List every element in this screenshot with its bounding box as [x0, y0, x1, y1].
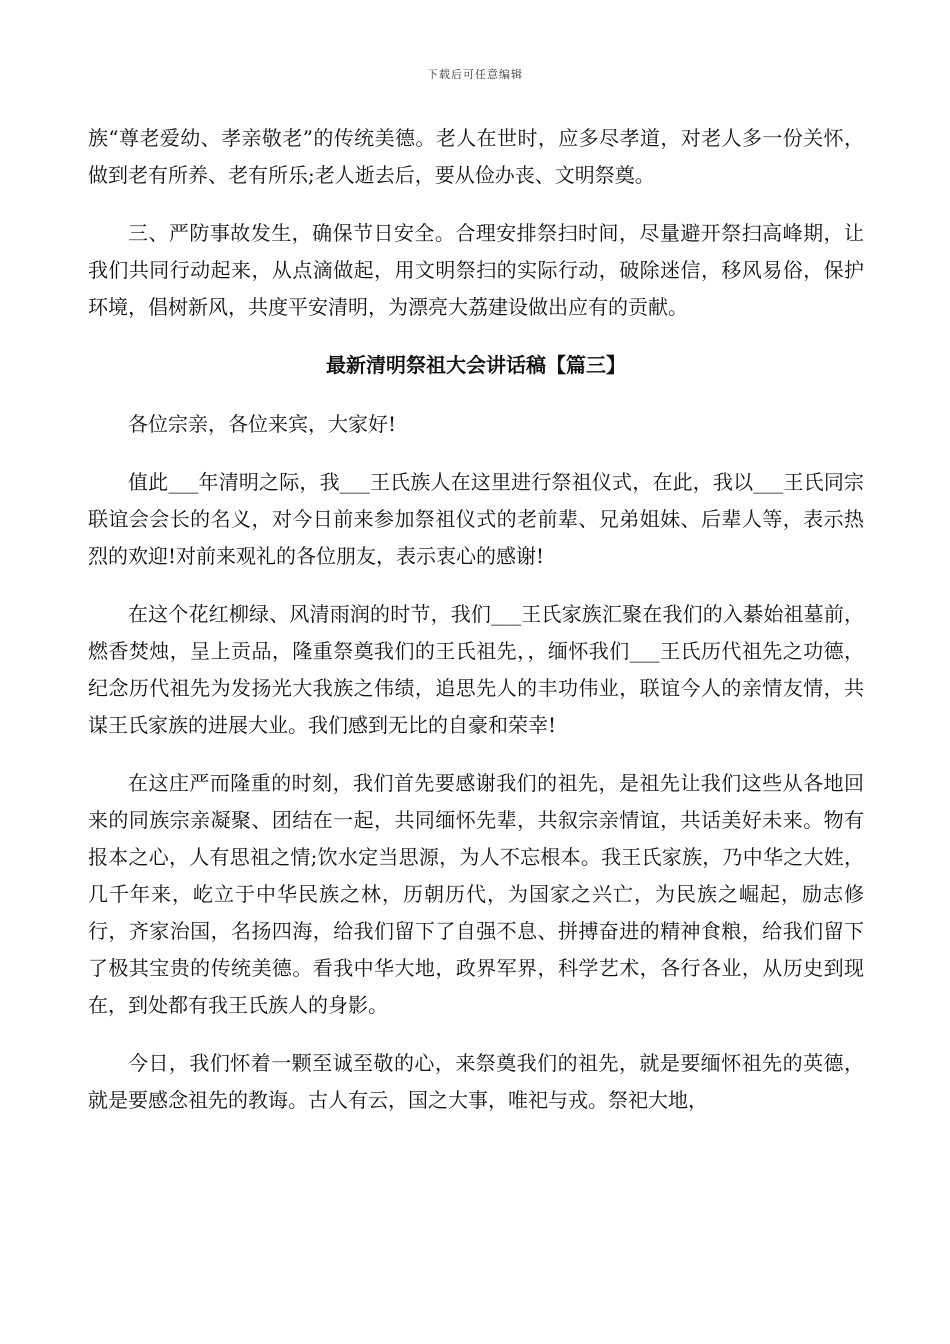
paragraph-greeting: 各位宗亲，各位来宾，大家好! — [128, 412, 397, 436]
paragraph-continued: 族“尊老爱幼、孝亲敬老”的传统美德。老人在世时，应多尽孝道，对老人多一份关怀，做到老有所养、老有所乐;老人逝去后，要从俭办丧、文明祭奠。 — [88, 126, 864, 187]
paragraph-gratitude: 在这庄严而隆重的时刻，我们首先要感谢我们的祖先，是祖先让我们这些从各地回来的同族宗亲凝聚、团结在一起，共同缅怀先辈，共叙宗亲情谊，共话美好未来。物有报本之心，人有思祖之情;饮水定当思源，为人不忘根本。我王氏家族，乃中华之大姓，几千年来，屹立于中华民族之林，历朝历代，为国家之兴亡，为民族之崛起，励志修行，齐家治国，名扬四海，给我们留下了自强不息、拼搏奋进的精神食粮，给我们留下了极其宝贵的传统美德。看我中华大地，政界军界，科学艺术，各行各业，从历史到现在，到处都有我王氏族人的身影。 — [88, 771, 864, 1017]
paragraph-welcome: 值此___年清明之际，我___王氏族人在这里进行祭祖仪式，在此，我以___王氏同宗联谊会会长的名义，对今日前来参加祭祖仪式的老前辈、兄弟姐妹、后辈人等，表示热烈的欢迎!对前来观礼的各位朋友，表示衷心的感谢! — [88, 470, 864, 568]
section-title: 最新清明祭祖大会讲话稿【篇三】 — [326, 353, 626, 377]
paragraph-today: 今日，我们怀着一颗至诚至敬的心，来祭奠我们的祖先，就是要缅怀祖先的英德，就是要感念祖先的教诲。古人有云，国之大事，唯祀与戎。祭祀大地， — [88, 1051, 864, 1112]
page-header-note: 下载后可任意编辑 — [427, 68, 523, 81]
document-body — [88, 120, 864, 1140]
paragraph-gathering: 在这个花红柳绿、风清雨润的时节，我们___王氏家族汇聚在我们的入綦始祖墓前，燃香焚烛，呈上贡品，隆重祭奠我们的王氏祖先，，缅怀我们___王氏历代祖先之功德，纪念历代祖先为发扬光大我族之伟绩，追思先人的丰功伟业，联谊今人的亲情友情，共谋王氏家族的进展大业。我们感到无比的自豪和荣幸! — [88, 602, 864, 737]
paragraph-safety: 三、严防事故发生，确保节日安全。合理安排祭扫时间，尽量避开祭扫高峰期，让我们共同行动起来，从点滴做起，用文明祭扫的实际行动，破除迷信，移风易俗，保护环境，倡树新风，共度平安清明，为漂亮大荔建设做出应有的贡献。 — [88, 221, 864, 319]
